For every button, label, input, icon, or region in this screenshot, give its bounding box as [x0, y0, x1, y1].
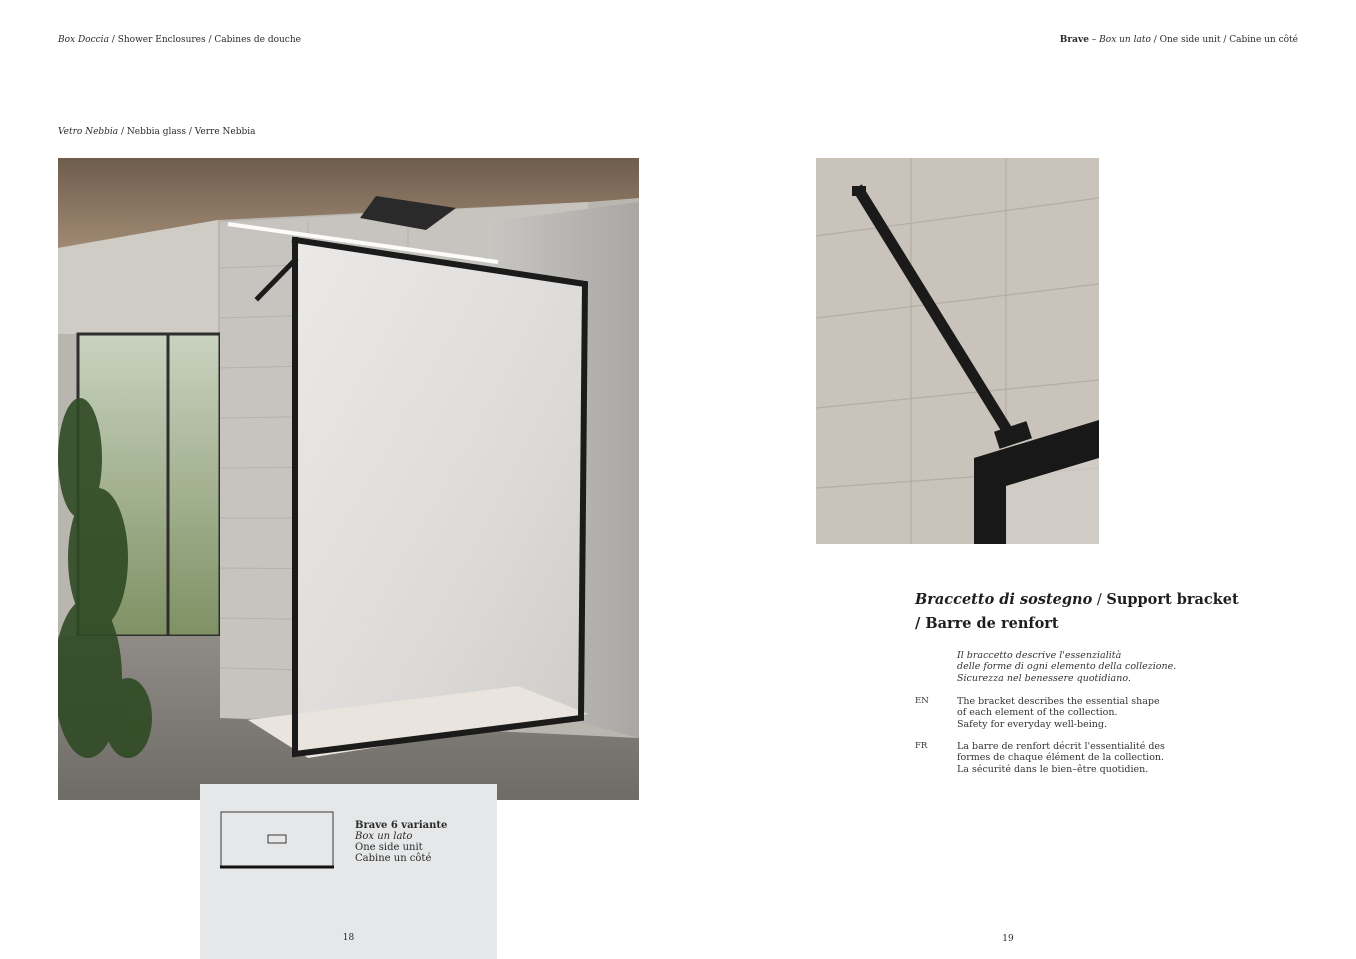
variant-model: Brave 6 variante [355, 820, 448, 831]
shower-enclosure-photo [58, 158, 639, 800]
feature-title-it: Braccetto di sostegno [915, 591, 1093, 608]
paragraph-line: Safety for everyday well-being. [957, 718, 1107, 730]
feature-title-en: Support bracket [1106, 591, 1239, 608]
shower-scene-illustration [58, 158, 639, 800]
bracket-detail-photo [816, 158, 1099, 544]
variant-description [355, 820, 447, 864]
header-right-italic: Box un lato [1099, 35, 1151, 45]
paragraph-fr [957, 741, 1165, 775]
paragraph-line: of each element of the collection. [957, 707, 1118, 719]
paragraph-en [957, 696, 1160, 730]
drain-icon [268, 835, 286, 843]
paragraph-line: Sicurezza nel benessere quotidiano. [957, 672, 1131, 684]
bracket-detail-illustration [816, 158, 1099, 544]
header-left-italic: Box Doccia [58, 35, 109, 45]
header-left-text: / Shower Enclosures / Cabines de douche [108, 35, 301, 45]
glass-label-italic: Vetro Nebbia [58, 127, 119, 137]
paragraph-line: formes de chaque élément de la collection. [957, 752, 1165, 764]
floor-plan-diagram [220, 811, 334, 869]
feature-title-fr: / Barre de renfort [915, 615, 1059, 632]
header-right-text: / One side unit / Cabine un côté [1150, 35, 1298, 45]
paragraph-line: delle forme di ogni elemento della collezione. [957, 661, 1177, 673]
glass-label-text: / Nebbia glass / Verre Nebbia [118, 127, 256, 137]
lang-code-fr: FR [915, 741, 928, 751]
variant-info-card [200, 784, 497, 959]
variant-line-en: One side unit [355, 842, 423, 853]
variant-line-it: Box un lato [355, 831, 413, 842]
paragraph-line: La barre de renfort décrit l'essentialité des [957, 741, 1165, 752]
page-number-left: 18 [342, 933, 355, 943]
page-number-right: 19 [1002, 934, 1014, 944]
paragraph-line: La sécurité dans le bien–être quotidien. [957, 763, 1149, 775]
lang-code-en: EN [915, 696, 929, 706]
paragraph-line: Il braccetto descrive l'essenzialità [957, 650, 1122, 661]
header-right-breadcrumb [1060, 35, 1298, 46]
feature-title [915, 588, 1239, 635]
header-right-bold: Brave [1059, 35, 1089, 45]
paragraph-it [957, 650, 1176, 684]
feature-title-sep: / [1092, 592, 1107, 608]
header-left-breadcrumb [58, 35, 301, 46]
variant-line-fr: Cabine un côté [355, 853, 432, 864]
header-right-sep: – [1088, 35, 1100, 45]
glass-label [58, 127, 256, 138]
paragraph-line: The bracket describes the essential shape [957, 696, 1160, 707]
